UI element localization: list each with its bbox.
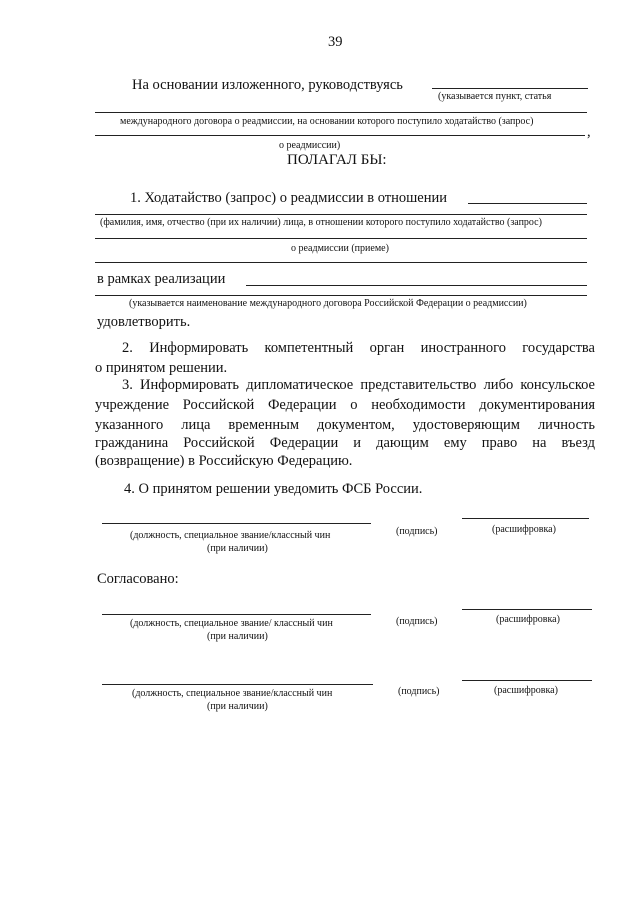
blank-line: [246, 285, 587, 286]
blank-line: [95, 238, 587, 239]
item1-hint-treaty: (указывается наименование международного договора Российской Федерации о реадмиссии): [129, 298, 527, 309]
item1-text: 1. Ходатайство (запрос) о реадмиссии в отношении: [130, 190, 448, 206]
item1-hint-person: (фамилия, имя, отчество (при их наличии) лица, в отношении которого поступило ходатайство (запрос): [100, 217, 542, 228]
blank-line: [468, 203, 587, 204]
intro-comma: ,: [587, 124, 591, 140]
signature-line-decode: [462, 609, 592, 610]
page-number: 39: [328, 34, 343, 50]
item4-text: 4. О принятом решении уведомить ФСБ России.: [124, 481, 423, 497]
item3-line2: учреждение Российской Федерации о необходимости документирования: [95, 397, 595, 413]
blank-line: [95, 214, 587, 215]
blank-line: [95, 295, 587, 296]
blank-line: [95, 262, 587, 263]
blank-line: [95, 112, 587, 113]
intro-text: На основании изложенного, руководствуясь: [132, 77, 403, 93]
item3-line3: указанного лица временным документом, удостоверяющим личность: [95, 417, 595, 433]
position-hint-note: (при наличии): [207, 631, 268, 642]
intro-hint-readmission: о реадмиссии): [279, 140, 341, 151]
signature-line-position: [102, 614, 371, 615]
item2-line1: 2. Информировать компетентный орган иностранного государства: [122, 340, 595, 356]
position-hint-note: (при наличии): [207, 543, 268, 554]
position-hint-note: (при наличии): [207, 701, 268, 712]
intro-hint-article: (указывается пункт, статья: [438, 91, 552, 102]
item1-hint-readmission: о реадмиссии (приеме): [291, 243, 389, 254]
signature-line-position: [102, 523, 371, 524]
item2-line2: о принятом решении.: [95, 360, 228, 376]
blank-line: [95, 135, 585, 136]
signature-hint: (подпись): [396, 616, 438, 627]
position-hint: (должность, специальное звание/классный чин: [132, 688, 333, 699]
item3-line5: (возвращение) в Российскую Федерацию.: [95, 453, 353, 469]
item1-frame-label: в рамках реализации: [97, 271, 226, 287]
item1-approve: удовлетворить.: [97, 314, 191, 330]
agreed-label: Согласовано:: [97, 571, 179, 587]
position-hint: (должность, специальное звание/классный чин: [130, 530, 331, 541]
decode-hint: (расшифровка): [494, 685, 558, 696]
item3-line1: 3. Информировать дипломатическое представительство либо консульское: [122, 377, 595, 393]
blank-line: [432, 88, 588, 89]
signature-line-decode: [462, 518, 589, 519]
intro-hint-treaty: международного договора о реадмиссии, на основании которого поступило ходатайство (запрос): [120, 116, 534, 127]
signature-line-position: [102, 684, 373, 685]
decode-hint: (расшифровка): [496, 614, 560, 625]
signature-line-decode: [462, 680, 592, 681]
decode-hint: (расшифровка): [492, 524, 556, 535]
signature-hint: (подпись): [396, 526, 438, 537]
signature-hint: (подпись): [398, 686, 440, 697]
item3-line4: гражданина Российской Федерации и дающим ему право на въезд: [95, 435, 595, 451]
heading: ПОЛАГАЛ БЫ:: [287, 152, 387, 168]
position-hint: (должность, специальное звание/ классный чин: [130, 618, 333, 629]
